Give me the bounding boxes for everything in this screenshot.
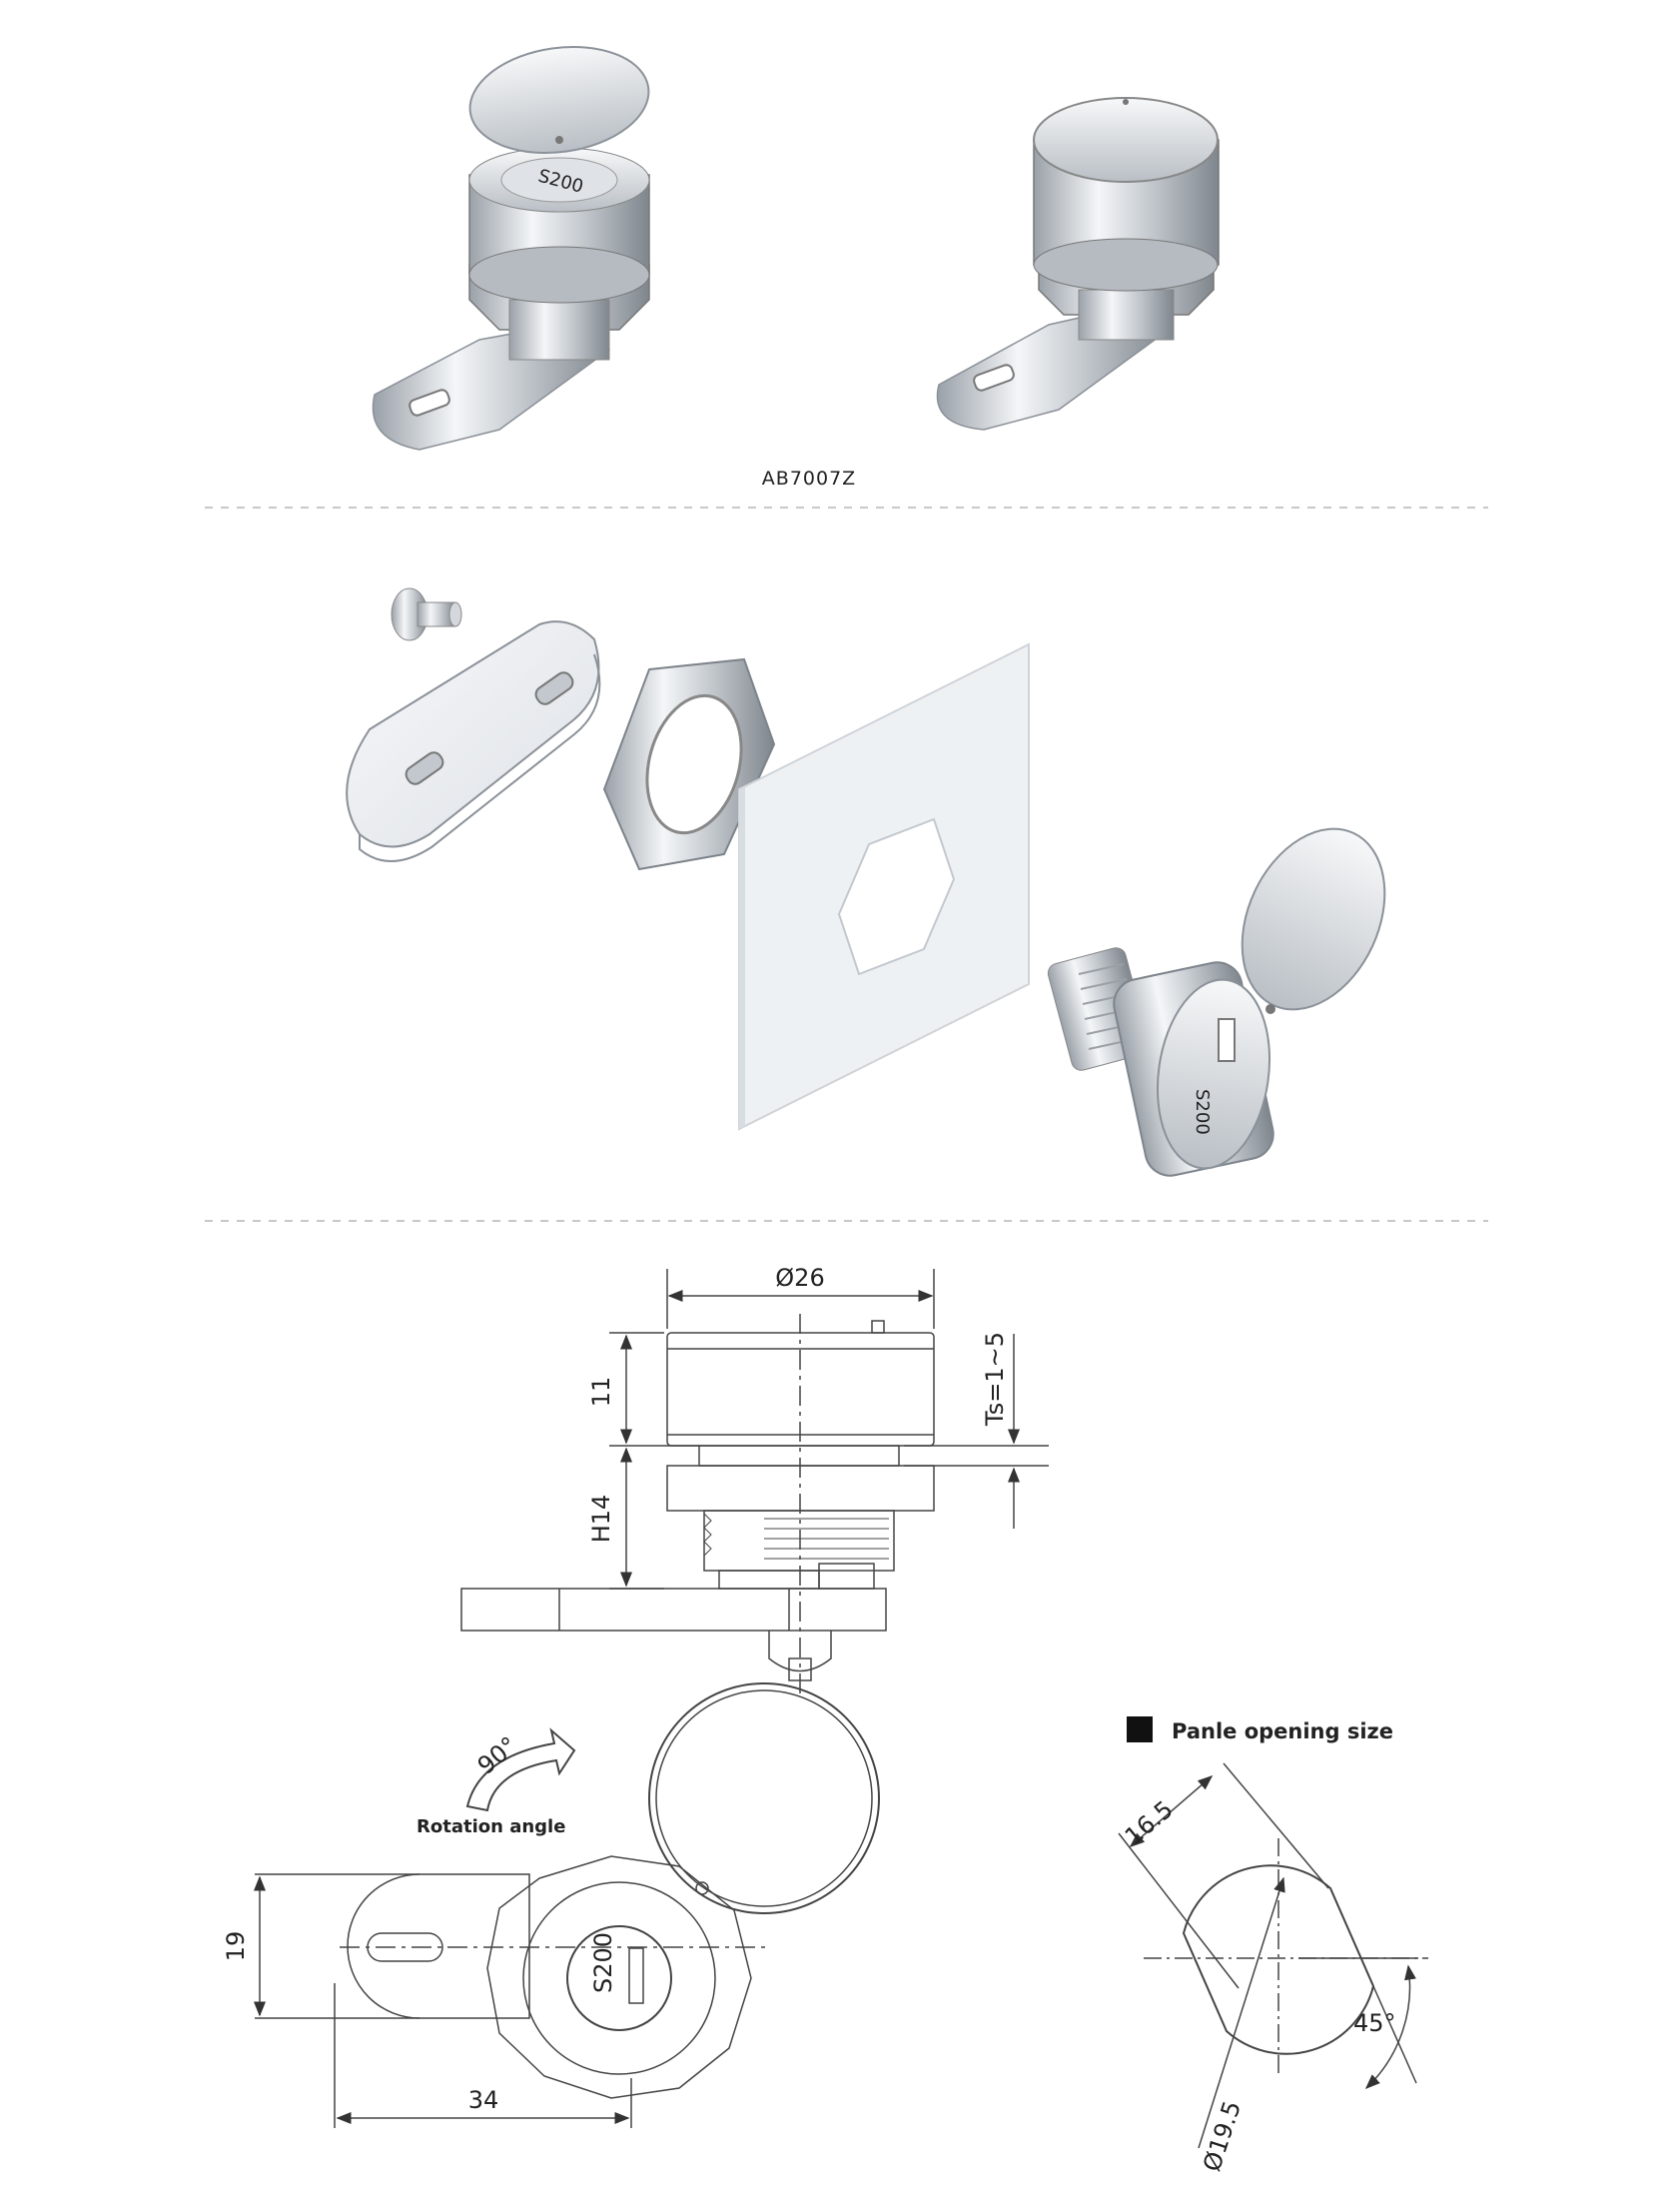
flat-16-5-label: 16.5 [1119,1794,1179,1851]
photo-lock-closed-cover [937,98,1219,430]
side-drawing [461,1269,1049,1698]
panel-opening-legend: Panle opening size [1172,1719,1394,1743]
model-label: AB7007Z [761,468,857,490]
height-19-label: 19 [222,1930,250,1962]
photo-lock-open-cover [373,36,655,450]
height-11-label: 11 [587,1376,615,1408]
angle-45-label: 45° [1353,2009,1396,2037]
thickness-label: Ts=1~5 [981,1332,1009,1426]
front-drawing [255,1683,879,2128]
svg-text:S200: S200 [535,165,586,198]
diameter-26-label: Ø26 [775,1264,825,1292]
diameter-19-5-label: Ø19.5 [1198,2097,1248,2175]
screw-part [392,588,461,640]
height-h14-label: H14 [587,1494,615,1544]
legend-square-icon [1127,1716,1153,1742]
length-34-label: 34 [467,2086,499,2114]
rotation-value-label: 90° [471,1730,523,1780]
key-code-label: S200 [589,1931,617,1993]
cam-part [347,621,599,861]
rotation-angle-caption: Rotation angle [417,1816,566,1837]
panel-part [739,644,1029,1129]
exploded-view [347,588,1412,1180]
lock-body-part [1046,805,1412,1180]
svg-text:S200: S200 [1192,1089,1213,1135]
